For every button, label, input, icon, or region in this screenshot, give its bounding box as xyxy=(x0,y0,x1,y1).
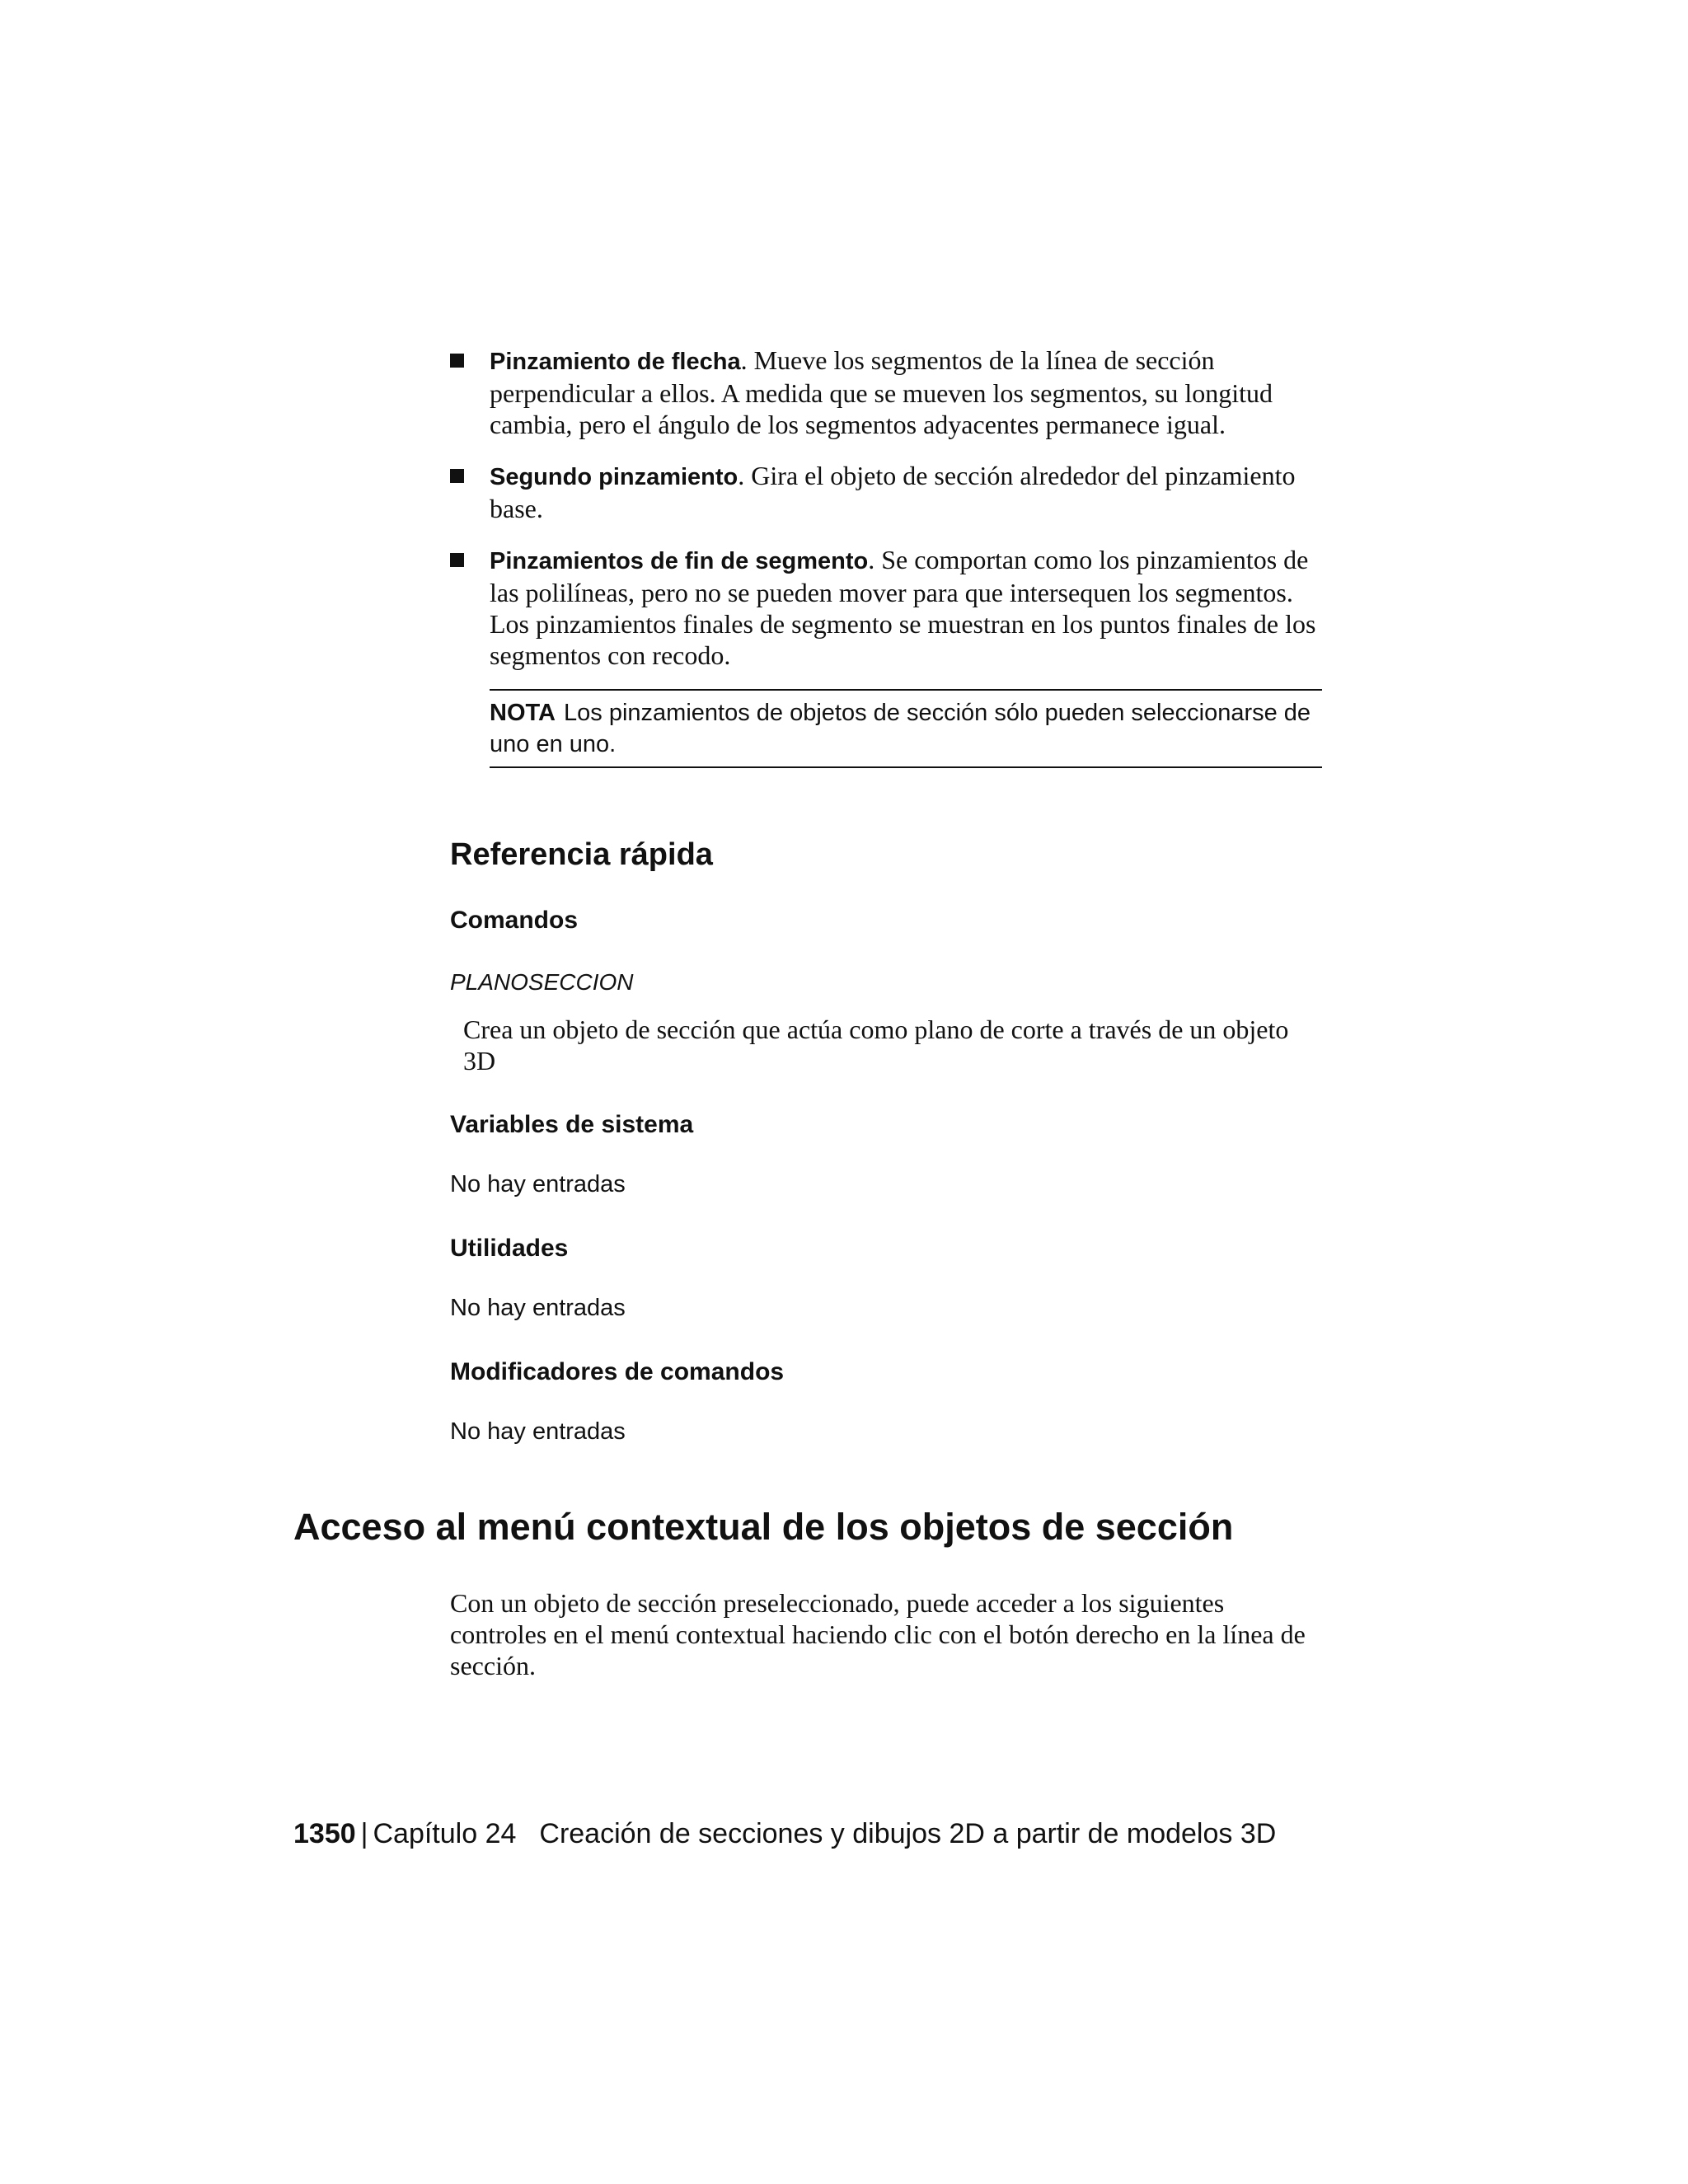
bullet-item-arrow-grip xyxy=(450,344,1324,440)
square-bullet-icon xyxy=(450,354,464,368)
command-name: PLANOSECCION xyxy=(450,969,634,995)
bullet-text: . Gira el objeto de sección alrededor del pinzamiento base. xyxy=(490,461,1296,523)
bullet-term: Segundo pinzamiento xyxy=(490,464,738,490)
command-modifiers-heading: Modificadores de comandos xyxy=(450,1358,785,1385)
square-bullet-icon xyxy=(450,553,464,567)
bullet-term: Pinzamiento de flecha xyxy=(490,349,741,375)
page-footer xyxy=(293,1816,1276,1851)
utilities-text: No hay entradas xyxy=(450,1295,626,1321)
square-bullet-icon xyxy=(450,469,464,483)
bullet-term: Pinzamientos de fin de segmento xyxy=(490,548,869,574)
bullet-text: . Se comportan como los pinzamientos de las polilíneas, pero no se pueden mover para que intersequen los segmentos. Los pinzamientos finales de segmento se muestran en los puntos finales de los segmentos con recodo. xyxy=(490,545,1316,670)
command-modifiers-text: No hay entradas xyxy=(450,1418,626,1445)
note-label: NOTA xyxy=(490,700,556,726)
grip-bullet-list xyxy=(450,344,1324,691)
page-number: 1350 xyxy=(293,1818,356,1849)
system-variables-text: No hay entradas xyxy=(450,1171,626,1197)
bullet-item-second-grip xyxy=(450,460,1324,524)
bullet-text: . Mueve los segmentos de la línea de sección perpendicular a ellos. A medida que se mueven los segmentos, su longitud cambia, pero el ángulo de los segmentos adyacentes permanece igual. xyxy=(490,345,1273,439)
footer-chapter-title: Creación de secciones y dibujos 2D a partir de modelos 3D xyxy=(539,1818,1277,1849)
utilities-heading: Utilidades xyxy=(450,1235,569,1262)
note-text: Los pinzamientos de objetos de sección sólo pueden seleccionarse de uno en uno. xyxy=(490,700,1311,757)
section-heading: Acceso al menú contextual de los objetos de sección xyxy=(293,1506,1234,1548)
footer-separator: | xyxy=(360,1818,368,1849)
system-variables-heading: Variables de sistema xyxy=(450,1111,694,1138)
bullet-item-segment-end-grips xyxy=(450,544,1324,671)
command-description: Crea un objeto de sección que actúa como plano de corte a través de un objeto 3D xyxy=(463,1015,1289,1076)
quick-reference-heading: Referencia rápida xyxy=(450,837,713,872)
commands-heading: Comandos xyxy=(450,907,579,934)
section-body: Con un objeto de sección preseleccionado, puede acceder a los siguientes controles en el menú contextual haciendo clic con el botón derecho en la línea de sección. xyxy=(450,1588,1306,1680)
note-box xyxy=(490,689,1322,768)
footer-chapter: Capítulo 24 xyxy=(373,1818,517,1849)
